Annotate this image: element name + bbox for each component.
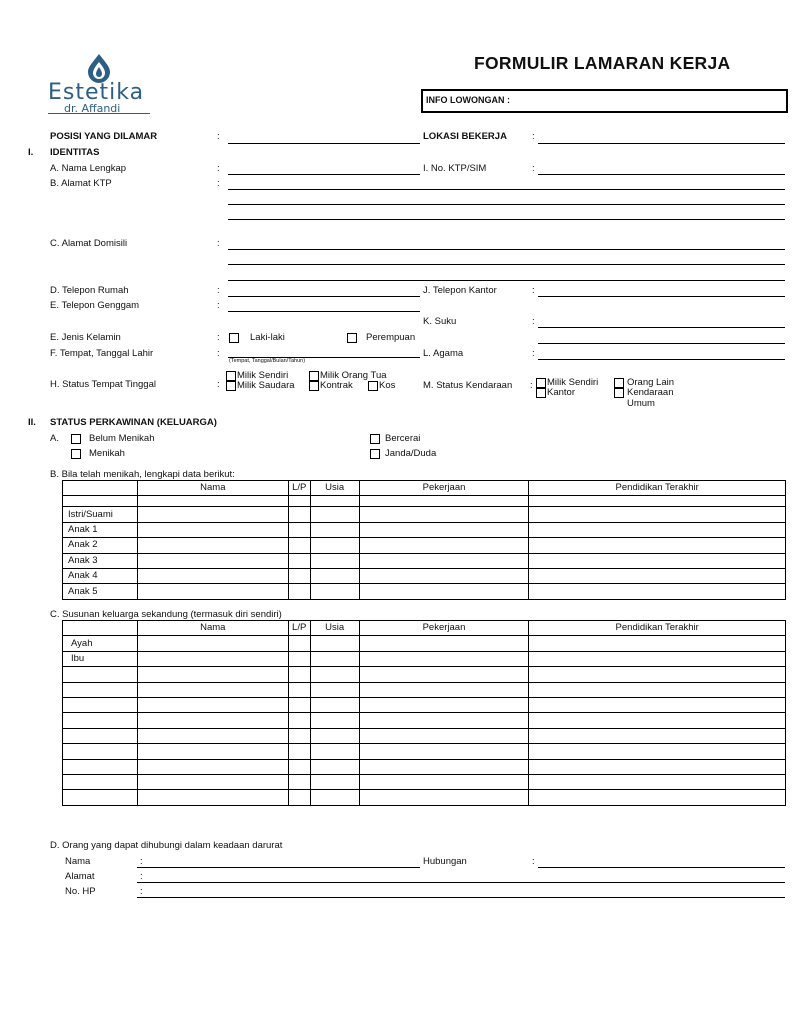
table-cell[interactable]: [310, 728, 359, 743]
table-cell[interactable]: [288, 728, 310, 743]
row-label: Anak 3: [63, 553, 138, 568]
table-cell[interactable]: [137, 636, 288, 651]
ttl-hint: (Tempat, Tanggal/Bulan/Tahun): [229, 358, 306, 364]
row-label: Anak 5: [63, 584, 138, 599]
status-kendaraan-label: M. Status Kendaraan: [423, 380, 513, 391]
table-cell[interactable]: [288, 584, 310, 599]
menikah-checkbox[interactable]: [71, 449, 81, 459]
janda-duda-label: Janda/Duda: [385, 448, 437, 459]
kontrak-label: Kontrak: [320, 380, 353, 391]
col-pendidikan: Pendidikan Terakhir: [529, 481, 786, 496]
table-cell[interactable]: [359, 759, 529, 774]
alamat-domisili-field[interactable]: [228, 280, 785, 281]
lokasi-label: LOKASI BEKERJA: [423, 131, 507, 142]
alamat-ktp-field[interactable]: [228, 219, 785, 220]
bercerai-checkbox[interactable]: [370, 434, 380, 444]
table-c-caption: C. Susunan keluarga sekandung (termasuk diri sendiri): [50, 609, 282, 620]
table-cell[interactable]: [359, 496, 529, 507]
table-cell[interactable]: [529, 774, 786, 789]
table-cell[interactable]: [529, 584, 786, 599]
table-pasangan-anak: [62, 480, 786, 600]
jenis-kelamin-label: E. Jenis Kelamin: [50, 332, 121, 343]
table-cell[interactable]: [288, 636, 310, 651]
table-cell[interactable]: [310, 774, 359, 789]
table-cell[interactable]: [529, 538, 786, 553]
milik-sendiri-checkbox[interactable]: [226, 371, 236, 381]
col-lp: L/P: [288, 621, 310, 636]
table-cell[interactable]: [137, 667, 288, 682]
row-label: Ayah: [63, 636, 138, 651]
table-cell[interactable]: [310, 507, 359, 522]
alamat-domisili-field[interactable]: [228, 249, 785, 250]
col-usia: Usia: [310, 621, 359, 636]
table-cell[interactable]: [529, 744, 786, 759]
section-number: I.: [28, 147, 34, 158]
table-row: [63, 790, 786, 805]
ttl-label: F. Tempat, Tanggal Lahir: [50, 348, 154, 359]
table-cell[interactable]: [359, 651, 529, 666]
ktp-field[interactable]: [538, 174, 785, 175]
perempuan-label: Perempuan: [366, 332, 416, 343]
table-cell[interactable]: [359, 636, 529, 651]
table-cell[interactable]: [529, 682, 786, 697]
agama-label: L. Agama: [423, 348, 464, 359]
kontrak-checkbox[interactable]: [309, 381, 319, 391]
table-cell[interactable]: [359, 697, 529, 712]
row-label: Anak 1: [63, 522, 138, 537]
posisi-label: POSISI YANG DILAMAR: [50, 131, 158, 142]
table-cell[interactable]: [359, 713, 529, 728]
table-row: [63, 522, 786, 537]
table-cell[interactable]: [529, 728, 786, 743]
nama-field[interactable]: [228, 174, 420, 175]
nama-label: A. Nama Lengkap: [50, 163, 127, 174]
milik-orang-tua-checkbox[interactable]: [309, 371, 319, 381]
colon: :: [217, 332, 220, 343]
table-cell[interactable]: [529, 697, 786, 712]
table-cell[interactable]: [288, 759, 310, 774]
col-nama: Nama: [137, 481, 288, 496]
kend-umum-label-1: Kendaraan: [627, 387, 674, 398]
darurat-hp-label: No. HP: [65, 886, 96, 897]
darurat-nama-field[interactable]: [137, 867, 420, 868]
table-cell[interactable]: [288, 744, 310, 759]
row-label: [63, 682, 138, 697]
table-row: [63, 507, 786, 522]
table-row: [63, 744, 786, 759]
row-label: [63, 790, 138, 805]
table-cell[interactable]: [288, 496, 310, 507]
table-cell[interactable]: [529, 667, 786, 682]
colon: :: [217, 163, 220, 174]
ktp-label: I. No. KTP/SIM: [423, 163, 487, 174]
colon: :: [532, 348, 535, 359]
table-cell[interactable]: [137, 774, 288, 789]
table-cell[interactable]: [310, 682, 359, 697]
row-label: [63, 759, 138, 774]
table-cell[interactable]: [359, 728, 529, 743]
table-cell[interactable]: [137, 496, 288, 507]
section-title: STATUS PERKAWINAN (KELUARGA): [50, 417, 217, 428]
table-row: [63, 636, 786, 651]
alamat-domisili-label: C. Alamat Domisili: [50, 238, 128, 249]
milik-saudara-checkbox[interactable]: [226, 381, 236, 391]
table-cell[interactable]: [529, 759, 786, 774]
table-row: [63, 538, 786, 553]
col-pekerjaan: Pekerjaan: [359, 481, 529, 496]
section-title: IDENTITAS: [50, 147, 100, 158]
row-label: Anak 4: [63, 568, 138, 583]
alamat-ktp-label: B. Alamat KTP: [50, 178, 112, 189]
laki-label: Laki-laki: [250, 332, 285, 343]
colon: :: [532, 285, 535, 296]
colon: :: [532, 131, 535, 142]
kend-milik-sendiri-label: Milik Sendiri: [547, 377, 599, 388]
colon: :: [217, 285, 220, 296]
table-cell[interactable]: [310, 584, 359, 599]
form-title: FORMULIR LAMARAN KERJA: [474, 53, 731, 73]
table-cell[interactable]: [288, 538, 310, 553]
table-cell[interactable]: [288, 790, 310, 805]
table-cell[interactable]: [359, 522, 529, 537]
table-cell[interactable]: [310, 568, 359, 583]
milik-saudara-label: Milik Saudara: [237, 380, 295, 391]
table-cell[interactable]: [137, 522, 288, 537]
colon: :: [140, 871, 143, 882]
status-tinggal-label: H. Status Tempat Tinggal: [50, 379, 156, 390]
colon: :: [532, 856, 535, 867]
table-header-cell: [63, 481, 138, 496]
table-cell[interactable]: [310, 759, 359, 774]
table-cell[interactable]: [359, 682, 529, 697]
logo-underline: [48, 113, 150, 114]
suku-label: K. Suku: [423, 316, 457, 327]
table-cell[interactable]: [529, 568, 786, 583]
logo-subtitle: dr. Affandi: [64, 102, 121, 115]
table-header-row: [63, 481, 786, 496]
table-header-row: [63, 621, 786, 636]
table-cell[interactable]: [137, 507, 288, 522]
table-cell[interactable]: [288, 697, 310, 712]
table-cell[interactable]: [137, 584, 288, 599]
table-cell[interactable]: [310, 744, 359, 759]
table-cell[interactable]: [529, 553, 786, 568]
table-cell[interactable]: [310, 713, 359, 728]
col-lp: L/P: [288, 481, 310, 496]
table-cell[interactable]: [288, 682, 310, 697]
colon: :: [140, 856, 143, 867]
table-row: [63, 667, 786, 682]
darurat-hubungan-field[interactable]: [538, 867, 785, 868]
alamat-ktp-field[interactable]: [228, 204, 785, 205]
table-row: [63, 584, 786, 599]
perkawinan-a-label: A.: [50, 433, 59, 444]
table-cell[interactable]: [137, 568, 288, 583]
col-usia: Usia: [310, 481, 359, 496]
janda-duda-checkbox[interactable]: [370, 449, 380, 459]
table-cell[interactable]: [529, 507, 786, 522]
table-cell[interactable]: [359, 790, 529, 805]
table-row: [63, 553, 786, 568]
table-d-caption: D. Orang yang dapat dihubungi dalam keadaan darurat: [50, 840, 283, 851]
table-cell[interactable]: [288, 651, 310, 666]
kend-milik-sendiri-checkbox[interactable]: [536, 378, 546, 388]
table-cell[interactable]: [288, 522, 310, 537]
darurat-hp-field[interactable]: [137, 897, 785, 898]
row-label: [63, 774, 138, 789]
row-label: [63, 728, 138, 743]
colon: :: [217, 178, 220, 189]
agama-field[interactable]: [538, 359, 785, 360]
row-label: [63, 697, 138, 712]
telp-kantor-field[interactable]: [538, 296, 785, 297]
darurat-hubungan-label: Hubungan: [423, 856, 467, 867]
col-pendidikan: Pendidikan Terakhir: [529, 621, 786, 636]
belum-menikah-checkbox[interactable]: [71, 434, 81, 444]
alamat-ktp-field[interactable]: [228, 189, 785, 190]
table-cell[interactable]: [288, 553, 310, 568]
table-cell: [63, 496, 138, 507]
col-pekerjaan: Pekerjaan: [359, 621, 529, 636]
logo-wordmark: Estetika: [48, 80, 145, 105]
darurat-alamat-field[interactable]: [137, 882, 785, 883]
colon: :: [217, 348, 220, 359]
table-cell[interactable]: [137, 553, 288, 568]
telp-kantor-label: J. Telepon Kantor: [423, 285, 497, 296]
table-cell[interactable]: [288, 667, 310, 682]
colon: :: [530, 380, 533, 391]
colon: :: [217, 131, 220, 142]
table-keluarga-sekandung: [62, 620, 786, 806]
table-cell[interactable]: [137, 713, 288, 728]
table-row: [63, 496, 786, 507]
section-number: II.: [28, 417, 36, 428]
darurat-alamat-label: Alamat: [65, 871, 95, 882]
row-label: Ibu: [63, 651, 138, 666]
table-cell[interactable]: [137, 538, 288, 553]
table-cell[interactable]: [359, 538, 529, 553]
table-b-caption: B. Bila telah menikah, lengkapi data berikut:: [50, 469, 235, 480]
table-cell[interactable]: [529, 713, 786, 728]
milik-orang-tua-label: Milik Orang Tua: [320, 370, 387, 381]
info-lowongan-label: INFO LOWONGAN :: [426, 95, 510, 105]
suku-field[interactable]: [538, 327, 785, 328]
col-nama: Nama: [137, 621, 288, 636]
alamat-domisili-field[interactable]: [228, 264, 785, 265]
table-cell[interactable]: [137, 728, 288, 743]
belum-menikah-label: Belum Menikah: [89, 433, 155, 444]
table-row: [63, 713, 786, 728]
table-cell[interactable]: [137, 697, 288, 712]
table-cell[interactable]: [529, 790, 786, 805]
table-header-cell: [63, 621, 138, 636]
table-cell[interactable]: [310, 697, 359, 712]
table-row: [63, 568, 786, 583]
table-cell[interactable]: [529, 522, 786, 537]
lokasi-field[interactable]: [538, 143, 785, 144]
bercerai-label: Bercerai: [385, 433, 421, 444]
table-row: [63, 697, 786, 712]
table-cell[interactable]: [529, 651, 786, 666]
table-cell[interactable]: [288, 568, 310, 583]
kend-kantor-checkbox[interactable]: [536, 388, 546, 398]
table-cell[interactable]: [310, 522, 359, 537]
table-cell[interactable]: [310, 553, 359, 568]
telp-genggam-field[interactable]: [228, 311, 420, 312]
table-cell[interactable]: [359, 507, 529, 522]
table-cell[interactable]: [310, 636, 359, 651]
colon: :: [217, 300, 220, 311]
row-label: Anak 2: [63, 538, 138, 553]
table-cell[interactable]: [288, 507, 310, 522]
colon: :: [217, 379, 220, 390]
table-cell[interactable]: [288, 713, 310, 728]
table-cell[interactable]: [137, 744, 288, 759]
table-cell[interactable]: [288, 774, 310, 789]
posisi-field[interactable]: [228, 143, 420, 144]
table-row: [63, 759, 786, 774]
kend-kantor-label: Kantor: [547, 387, 575, 398]
telp-rumah-label: D. Telepon Rumah: [50, 285, 129, 296]
colon: :: [140, 886, 143, 897]
table-cell[interactable]: [310, 538, 359, 553]
table-row: [63, 728, 786, 743]
table-cell[interactable]: [359, 744, 529, 759]
table-cell[interactable]: [359, 584, 529, 599]
table-cell[interactable]: [137, 759, 288, 774]
darurat-nama-label: Nama: [65, 856, 91, 867]
estetika-logo-icon: [84, 53, 114, 83]
kend-umum-label-2: Umum: [627, 398, 655, 409]
perempuan-checkbox[interactable]: [347, 333, 357, 343]
milik-sendiri-label: Milik Sendiri: [237, 370, 289, 381]
table-cell[interactable]: [359, 568, 529, 583]
laki-checkbox[interactable]: [229, 333, 239, 343]
table-cell[interactable]: [310, 496, 359, 507]
table-cell[interactable]: [310, 790, 359, 805]
telp-genggam-label: E. Telepon Genggam: [50, 300, 140, 311]
kend-umum-checkbox[interactable]: [614, 388, 624, 398]
table-cell[interactable]: [310, 651, 359, 666]
table-row: [63, 651, 786, 666]
suku-extra-line[interactable]: [538, 343, 785, 344]
kos-label: Kos: [379, 380, 396, 391]
table-cell[interactable]: [137, 682, 288, 697]
table-row: [63, 682, 786, 697]
kos-checkbox[interactable]: [368, 381, 378, 391]
row-label: [63, 713, 138, 728]
table-row: [63, 774, 786, 789]
table-cell[interactable]: [137, 790, 288, 805]
table-cell[interactable]: [137, 651, 288, 666]
table-cell[interactable]: [529, 636, 786, 651]
table-cell[interactable]: [310, 667, 359, 682]
table-cell[interactable]: [529, 496, 786, 507]
colon: :: [532, 163, 535, 174]
kend-orang-lain-label: Orang Lain: [627, 377, 675, 388]
colon: :: [532, 316, 535, 327]
menikah-label: Menikah: [89, 448, 125, 459]
table-cell[interactable]: [359, 553, 529, 568]
row-label: Istri/Suami: [63, 507, 138, 522]
row-label: [63, 744, 138, 759]
row-label: [63, 667, 138, 682]
kend-orang-lain-checkbox[interactable]: [614, 378, 624, 388]
telp-rumah-field[interactable]: [228, 296, 420, 297]
colon: :: [217, 238, 220, 249]
table-cell[interactable]: [359, 774, 529, 789]
table-cell[interactable]: [359, 667, 529, 682]
